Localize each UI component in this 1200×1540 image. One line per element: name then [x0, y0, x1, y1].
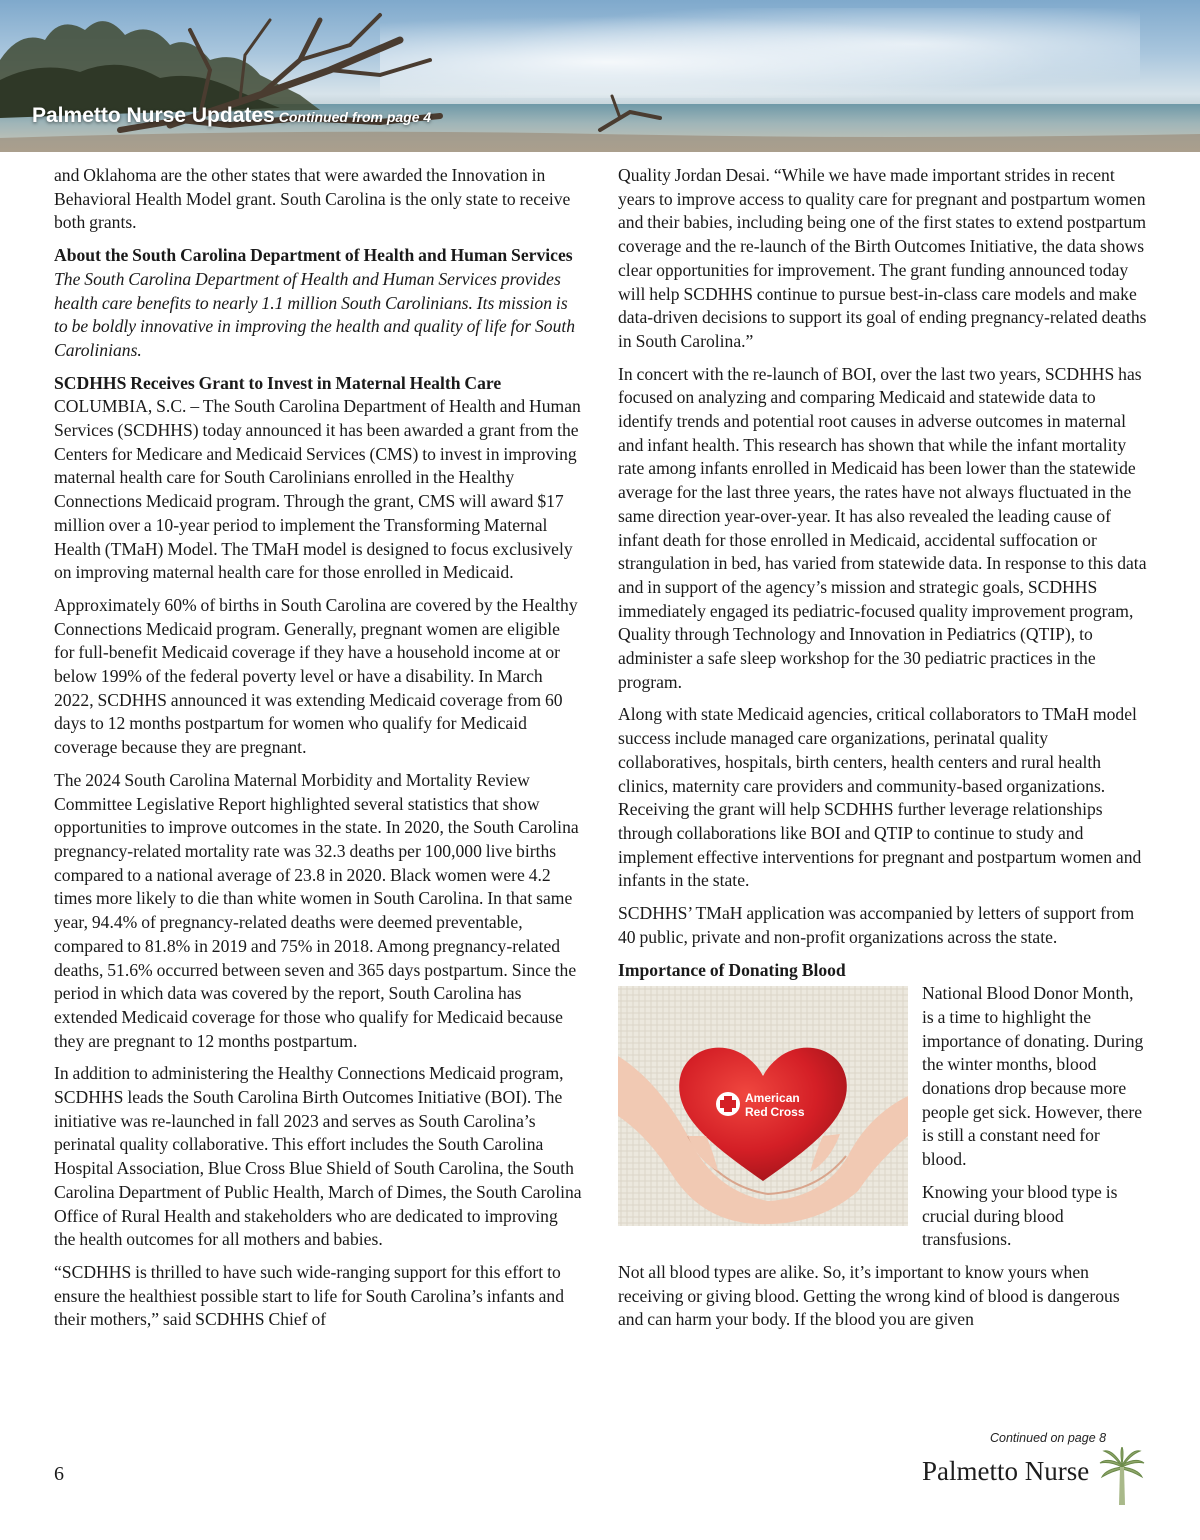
header-banner	[0, 0, 1200, 152]
banner-title	[32, 104, 431, 128]
palmetto-tree-icon	[1098, 1447, 1146, 1507]
paragraph: Along with state Medicaid agencies, critical collaborators to TMaH model success include managed care organizations, perinatal quality collaboratives, hospitals, birth centers, health centers and rural health clinics, maternity care providers and community-based organizations. Receiving the grant will help SCDHHS further leverage relationships through collaborations like BOI and QTIP to continue to study and implement effective interventions for pregnant and postpartum women and infants in the state.	[618, 704, 1142, 891]
blood-heading: Importance of Donating Blood	[618, 959, 846, 980]
left-column	[54, 164, 582, 1332]
heart-in-hands-photo	[618, 986, 908, 1226]
publication-name: Palmetto Nurse	[922, 1456, 1090, 1486]
page-number: 6	[54, 1463, 64, 1485]
about-heading: About the South Carolina Department of Health and Human Services	[54, 245, 573, 266]
paragraph: Approximately 60% of births in South Carolina are covered by the Healthy Connections Medicaid program. Generally, pregnant women are eligible for full-benefit Medicaid coverage if they have a household income at or below 199% of the federal poverty level or have a disability. In March 2022, SCDHHS announced it was extending Medicaid coverage from 60 days to 12 months postpartum for women who qualify for Medicaid coverage because they are pregnant.	[54, 594, 578, 758]
heart-illustration	[618, 986, 908, 1226]
paragraph: The 2024 South Carolina Maternal Morbidity and Mortality Review Committee Legislative Report highlighted several statistics that show opportunities to improve outcomes in the state. In 2020, the South Carolina pregnancy-related mortality rate was 32.3 deaths per 100,000 live births compared to a national average of 23.8 in 2020. Black women were 4.2 times more likely to die than white women in South Carolina. In that same year, 94.4% of pregnancy-related deaths were deemed preventable, compared to 81.8% in 2019 and 75% in 2018. Among pregnancy-related deaths, 51.6% occurred between seven and 365 days postpartum. Since the period in which data was covered by the report, South Carolina has extended Medicaid coverage for those who qualify for Medicaid because they are pregnant to 12 months postpartum.	[54, 769, 579, 1051]
continued-on-label: Continued on page 8	[990, 1431, 1107, 1445]
paragraph: COLUMBIA, S.C. – The South Carolina Department of Health and Human Services (SCDHHS) today announced it has been awarded a grant from the Centers for Medicare and Medicaid Services (CMS) to invest in improving maternal health care for South Carolinians enrolled in the Healthy Connections Medicaid program. Through the grant, CMS will award $17 million over a 10-year period to implement the Transforming Maternal Health (TMaH) Model. The TMaH model is designed to focus exclusively on improving maternal health care for those enrolled in Medicaid.	[54, 396, 581, 583]
blood-photo-text	[922, 982, 1148, 1261]
paragraph: In addition to administering the Healthy Connections Medicaid program, SCDHHS leads the South Carolina Birth Outcomes Initiative (BOI). The initiative was re-launched in fall 2023 and serves as South Carolina’s perinatal quality collaborative. This effort includes the South Carolina Hospital Association, Blue Cross Blue Shield of South Carolina, the South Carolina Department of Public Health, March of Dimes, the South Carolina Office of Rural Health and stakeholders who are dedicated to improving the health outcomes for all mothers and babies.	[54, 1063, 582, 1250]
grant-heading: SCDHHS Receives Grant to Invest in Maternal Health Care	[54, 372, 502, 393]
paragraph: SCDHHS’ TMaH application was accompanied by letters of support from 40 public, private and non-profit organizations across the state.	[618, 903, 1135, 947]
logo-text-line2: Red Cross	[745, 1105, 805, 1120]
paragraph: National Blood Donor Month, is a time to highlight the importance of donating. During the winter months, blood donations drop because more people get sick. However, there is still a constant need for blood.	[922, 983, 1144, 1170]
continued-from-label: Continued from page 4	[278, 109, 432, 125]
blood-photo-section	[618, 982, 1148, 1261]
banner-driftwood-illustration	[0, 0, 1200, 152]
paragraph: “SCDHHS is thrilled to have such wide-ranging support for this effort to ensure the healthiest possible start to life for South Carolina’s infants and their mothers,” said SCDHHS Chief of	[54, 1261, 564, 1330]
about-text: The South Carolina Department of Health and Human Services provides health care benefits to nearly 1.1 million South Carolinians. Its mission is to be boldly innovative in improving the health and quality of life for South Carolinians.	[54, 268, 576, 360]
paragraph: In concert with the re-launch of BOI, over the last two years, SCDHHS has focused on analyzing and comparing Medicaid and statewide data to identify trends and potential root causes in adverse outcomes in maternal and infant health. This research has shown that while the infant mortality rate among infants enrolled in Medicaid has been lower than the statewide average for the last three years, the rates have not always fluctuated in the same direction year-over-year. It has also revealed the leading cause of infant death for those enrolled in Medicaid, accidental suffocation or strangulation in bed, has varied from statewide data. In response to this data and in support of the agency’s mission and strategic goals, SCDHHS immediately engaged its pediatric-focused quality improvement program, Quality through Technology and Innovation in Pediatrics (QTIP), to administer a safe sleep workshop for the 30 pediatric practices in the program.	[618, 363, 1147, 692]
paragraph: Quality Jordan Desai. “While we have made important strides in recent years to improve access to quality care for pregnant and postpartum women and their babies, including being one of the first states to extend postpartum coverage and the re-launch of the Birth Outcomes Initiative, the data shows clear opportunities for improvement. The grant funding announced today will help SCDHHS continue to pursue best-in-class care models and make data-driven decisions to support its goal of ending pregnancy-related deaths in South Carolina.”	[618, 165, 1147, 351]
paragraph: Not all blood types are alike. So, it’s important to know yours when receiving or giving blood. Getting the wrong kind of blood is dangerous and can harm your body. If the blood you are given	[618, 1261, 1120, 1330]
paragraph: Knowing your blood type is crucial during blood transfusions.	[922, 1181, 1118, 1250]
logo-text-line1: American	[745, 1091, 800, 1106]
right-column	[618, 164, 1148, 1332]
paragraph: and Oklahoma are the other states that were awarded the Innovation in Behavioral Health Model grant. South Carolina is the only state to receive both grants.	[54, 165, 571, 233]
section-title: Palmetto Nurse Updates	[32, 104, 275, 127]
